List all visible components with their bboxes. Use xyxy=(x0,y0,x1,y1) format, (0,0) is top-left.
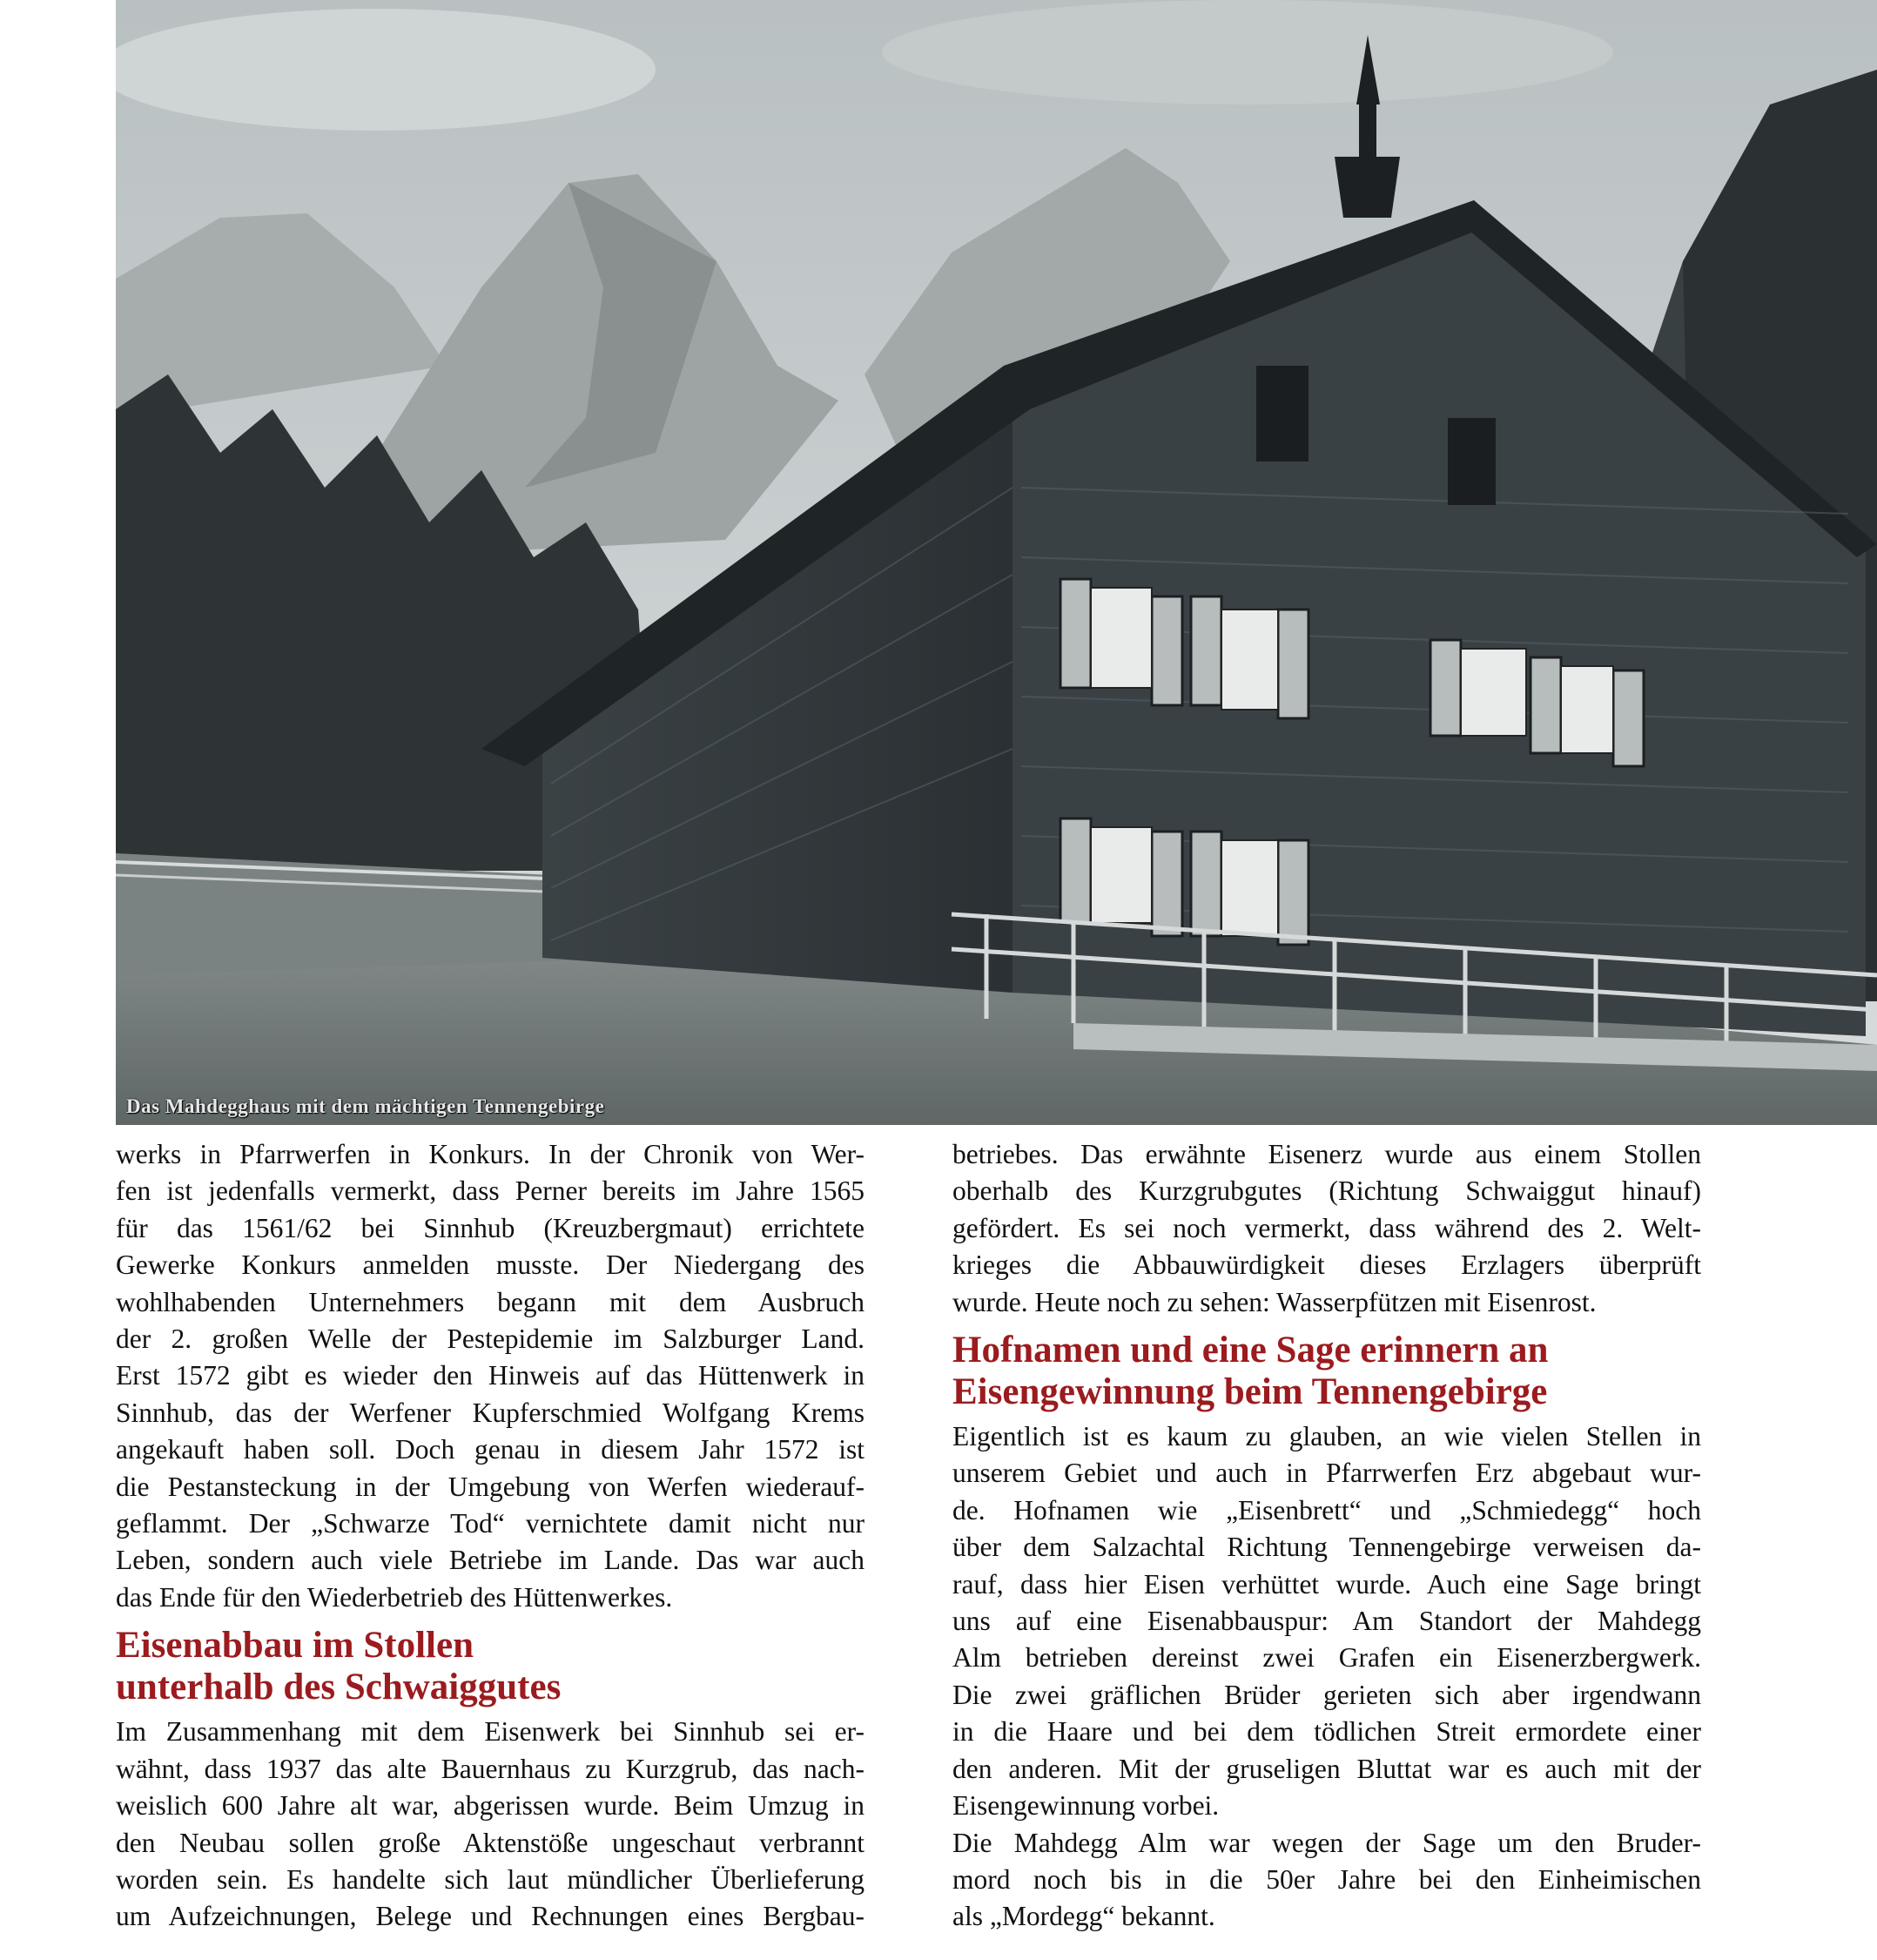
section-heading-eisenabbau xyxy=(116,1625,864,1708)
text-line: wurde. Heute noch zu sehen: Wasserpfützen mit Eisenrost. xyxy=(952,1286,1597,1317)
text-line: worden sein. Es handelte sich laut mündlicher Überlieferung xyxy=(116,1863,864,1895)
right-column xyxy=(952,1136,1701,1936)
text-line: angekauft haben soll. Doch genau in diesem Jahr 1572 ist xyxy=(116,1434,864,1465)
left-column xyxy=(116,1136,864,1936)
text-line: der 2. großen Welle der Pestepidemie im Salzburger Land. xyxy=(116,1324,864,1355)
text-line: für das 1561/62 bei Sinnhub (Kreuzbergmaut) errichtete xyxy=(116,1212,864,1243)
text-line: Erst 1572 gibt es wieder den Hinweis auf das Hüttenwerk in xyxy=(116,1360,864,1391)
text-line: Sinnhub, das der Werfener Kupferschmied Wolfgang Krems xyxy=(116,1397,864,1428)
text-line: in die Haare und bei dem tödlichen Streit ermordete einer xyxy=(952,1716,1701,1748)
text-line: Leben, sondern auch viele Betriebe im Lande. Das war auch xyxy=(116,1545,864,1576)
text-line: wohlhabenden Unternehmers begann mit dem Ausbruch xyxy=(116,1286,864,1317)
text-line: den anderen. Mit der gruseligen Bluttat war es auch mit der xyxy=(952,1753,1701,1784)
text-line: rauf, dass hier Eisen verhüttet wurde. Auch eine Sage bringt xyxy=(952,1568,1701,1600)
text-line: de. Hofnamen wie „Eisenbrett“ und „Schmiedegg“ hoch xyxy=(952,1494,1701,1526)
text-line: Gewerke Konkurs anmelden musste. Der Niedergang des xyxy=(116,1249,864,1281)
section-heading-hofnamen xyxy=(952,1330,1701,1413)
text-line: betriebes. Das erwähnte Eisenerz wurde aus einem Stollen xyxy=(952,1139,1701,1169)
mahdegghaus-photo xyxy=(116,0,1877,1125)
text-line: mord noch bis in die 50er Jahre bei den Einheimischen xyxy=(952,1863,1701,1895)
photo-caption: Das Mahdegghaus mit dem mächtigen Tennengebirge xyxy=(126,1095,605,1117)
text-line: Im Zusammenhang mit dem Eisenwerk bei Sinnhub sei er- xyxy=(116,1716,864,1748)
text-line: uns auf eine Eisenabbauspur: Am Standort der Mahdegg xyxy=(952,1606,1701,1637)
text-line: werks in Pfarrwerfen in Konkurs. In der Chronik von Wer- xyxy=(116,1139,864,1169)
text-line: geflammt. Der „Schwarze Tod“ vernichtete damit nicht nur xyxy=(116,1508,864,1539)
left-paragraph-2 xyxy=(116,1714,864,1935)
text-line: Eigentlich ist es kaum zu glauben, an wie vielen Stellen in xyxy=(952,1421,1701,1452)
left-paragraph-1 xyxy=(116,1136,864,1616)
text-line: um Aufzeichnungen, Belege und Rechnungen eines Bergbau- xyxy=(116,1901,864,1932)
text-line: oberhalb des Kurzgrubgutes (Richtung Schwaiggut hinauf) xyxy=(952,1175,1701,1207)
heading-line: Eisenabbau im Stollen xyxy=(116,1625,474,1667)
text-line: weislich 600 Jahre alt war, abgerissen wurde. Beim Umzug in xyxy=(116,1790,864,1822)
right-paragraph-3 xyxy=(952,1825,1701,1936)
text-line: über dem Salzachtal Richtung Tennengebirge verweisen da- xyxy=(952,1532,1701,1563)
text-line: als „Mordegg“ bekannt. xyxy=(952,1901,1215,1932)
photo-illustration xyxy=(116,0,1877,1125)
text-line: Eisengewinnung vorbei. xyxy=(952,1790,1220,1822)
heading-line: Hofnamen und eine Sage erinnern an xyxy=(952,1330,1549,1371)
right-paragraph-2 xyxy=(952,1418,1701,1824)
heading-line: Eisengewinnung beim Tennengebirge xyxy=(952,1371,1548,1413)
text-line: den Neubau sollen große Aktenstöße ungeschaut verbrannt xyxy=(116,1827,864,1858)
text-line: das Ende für den Wiederbetrieb des Hüttenwerkes. xyxy=(116,1581,673,1613)
text-line: wähnt, dass 1937 das alte Bauernhaus zu Kurzgrub, das nach- xyxy=(116,1753,864,1784)
text-line: unserem Gebiet und auch in Pfarrwerfen Erz abgebaut wur- xyxy=(952,1458,1701,1489)
text-line: krieges die Abbauwürdigkeit dieses Erzlagers überprüft xyxy=(952,1249,1701,1281)
heading-line: unterhalb des Schwaiggutes xyxy=(116,1667,562,1708)
text-line: Die zwei gräflichen Brüder gerieten sich aber irgendwann xyxy=(952,1679,1701,1710)
text-line: gefördert. Es sei noch vermerkt, dass während des 2. Welt- xyxy=(952,1212,1701,1243)
text-line: Alm betrieben dereinst zwei Grafen ein Eisenerzbergwerk. xyxy=(952,1642,1701,1674)
text-line: Die Mahdegg Alm war wegen der Sage um den Bruder- xyxy=(952,1827,1701,1858)
right-paragraph-1 xyxy=(952,1136,1701,1321)
text-line: die Pestansteckung in der Umgebung von Werfen wiederauf- xyxy=(116,1471,864,1502)
text-line: fen ist jedenfalls vermerkt, dass Perner bereits im Jahre 1565 xyxy=(116,1175,864,1207)
